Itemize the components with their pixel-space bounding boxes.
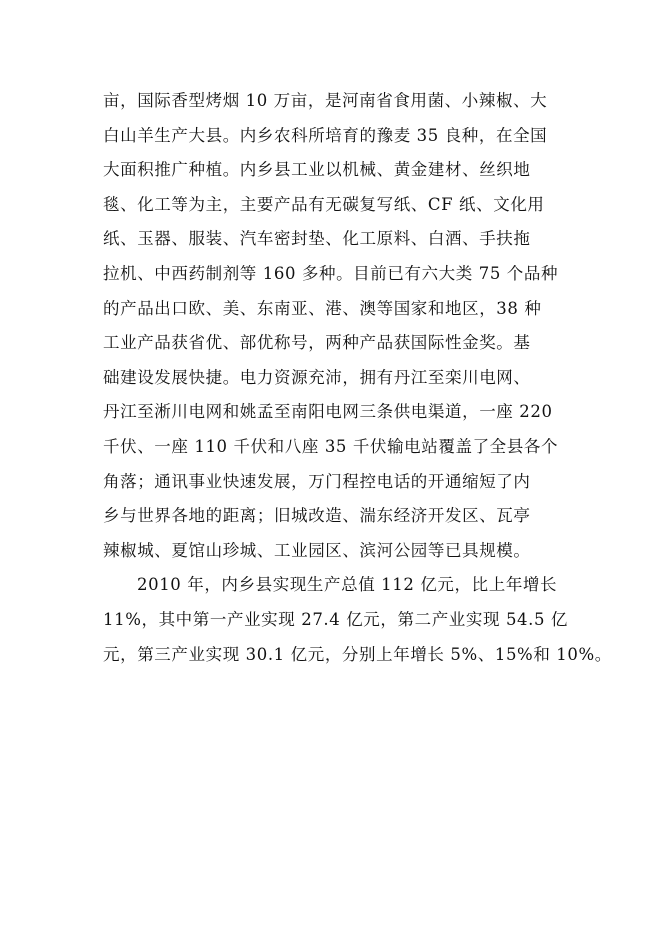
text-line: 纸、玉器、服装、汽车密封垫、化工原料、白酒、手扶拖 [103, 229, 531, 249]
text-line: 础建设发展快捷。电力资源充沛，拥有丹江至栾川电网、 [103, 367, 531, 387]
text-line: 亩，国际香型烤烟 10 万亩，是河南省食用菌、小辣椒、大 [103, 91, 548, 110]
text-line: 毯、化工等为主，主要产品有无碳复写纸、CF 纸、文化用 [103, 194, 545, 214]
text-line: 2010 年，内乡县实现生产总值 112 亿元，比上年增长 [137, 575, 558, 595]
text-line: 的产品出口欧、美、东南亚、港、澳等国家和地区，38 种 [103, 298, 542, 318]
text-line: 乡与世界各地的距离；旧城改造、湍东经济开发区、瓦亭 [103, 506, 531, 526]
text-line: 工业产品获省优、部优称号，两种产品获国际性金奖。基 [103, 333, 531, 353]
text-line: 拉机、中西药制剂等 160 多种。目前已有六大类 75 个品种 [103, 263, 559, 283]
text-line: 角落；通讯事业快速发展，万门程控电话的开通缩短了内 [103, 471, 531, 491]
text-line: 千伏、一座 110 千伏和八座 35 千伏输电站覆盖了全县各个 [103, 436, 559, 456]
text-line: 辣椒城、夏馆山珍城、工业园区、滨河公园等已具规模。 [103, 540, 531, 560]
paragraph-industry [103, 84, 583, 568]
document-body [103, 84, 612, 672]
text-line: 元，第三产业实现 30.1 亿元，分别上年增长 5%、15%和 10%。 [103, 644, 612, 664]
text-line: 丹江至淅川电网和姚孟至南阳电网三条供电渠道，一座 220 [103, 402, 553, 422]
text-line: 白山羊生产大县。内乡农科所培育的豫麦 35 良种，在全国 [103, 125, 548, 145]
text-line: 11%，其中第一产业实现 27.4 亿元，第二产业实现 54.5 亿 [103, 609, 569, 629]
text-line: 大面积推广种植。内乡县工业以机械、黄金建材、丝织地 [103, 160, 531, 180]
paragraph-economy-2010 [103, 568, 612, 672]
